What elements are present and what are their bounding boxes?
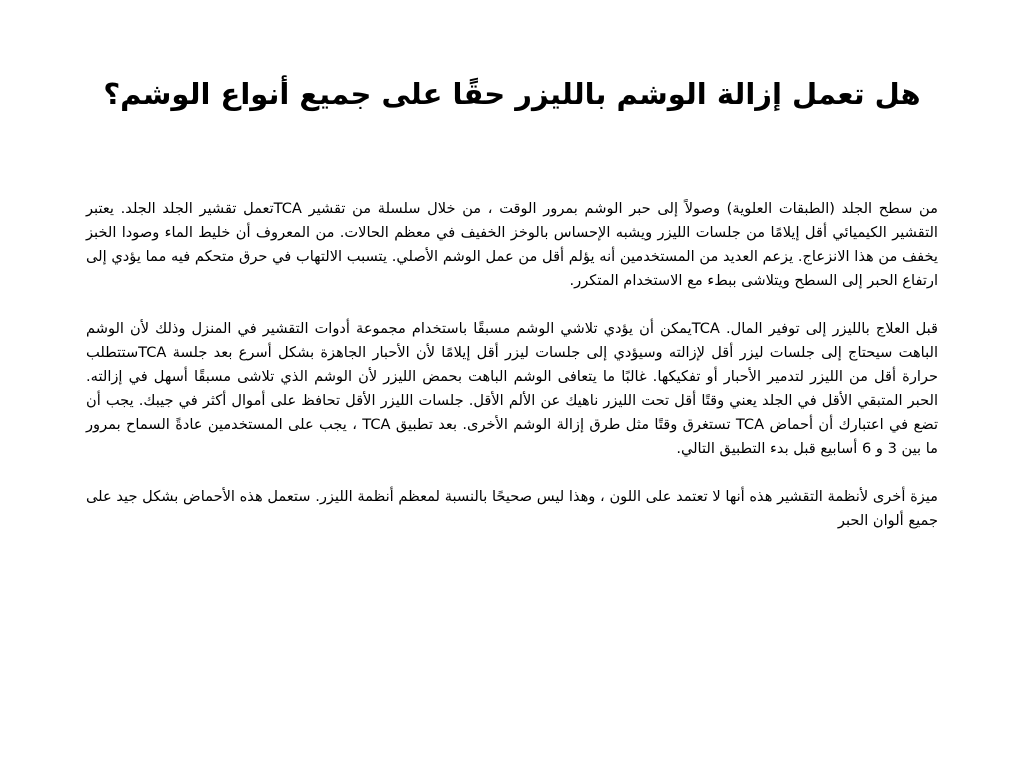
slide-title: هل تعمل إزالة الوشم بالليزر حقًا على جميع أنواع الوشم؟ [103, 77, 921, 111]
body-paragraph-3: ميزة أخرى لأنظمة التقشير هذه أنها لا تعتمد على اللون ، وهذا ليس صحيحًا بالنسبة لمعظم أنظمة الليزر. ستعمل هذه الأحماض بشكل جيد على جميع ألوان الحبر [86, 488, 938, 529]
body-paragraph-2: قبل العلاج بالليزر إلى توفير المال. TCAيمكن أن يؤدي تلاشي الوشم مسبقًا باستخدام مجموعة أدوات التقشير في المنزل وذلك لأن الوشم الباهت سيحتاج إلى جلسات ليزر أقل لإزالته وسيؤدي إلى جلسات ليزر أقل إيلامًا لأن الأحبار الجاهزة بشكل أسرع بعد جلسة TCAستتطلب حرارة أقل من الليزر لتدمير الأحبار أو تفكيكها. غالبًا ما يتعافى الوشم الباهت بحمض الليزر لأن الوشم الذي تلاشى مسبقًا أسهل في إزالته. الحبر المتبقي الأقل في الجلد يعني وقتًا أقل تحت الليزر ناهيك عن الألم الأقل. جلسات الليزر الأقل تحافظ على أموال أكثر في جيبك. يجب أن تضع في اعتبارك أن أحماض TCA تستغرق وقتًا مثل طرق إزالة الوشم الأخرى. بعد تطبيق TCA ، يجب على المستخدمين عادةً السماح بمرور ما بين 3 و 6 أسابيع قبل بدء التطبيق التالي. [86, 320, 939, 457]
body-paragraph-1: من سطح الجلد (الطبقات العلوية) وصولاً إلى حبر الوشم بمرور الوقت ، من خلال سلسلة من تقشير TCAتعمل تقشير الجلد الجلد. يعتبر التقشير الكيميائي أقل إيلامًا من جلسات الليزر ويشبه الإحساس بالوخز الخفيف في معظم الحالات. من المعروف أن خليط الماء وصودا الخبز يخفف من هذا الانزعاج. يزعم العديد من المستخدمين أنه يؤلم أقل من عمل الوشم الأصلي. يتسبب الالتهاب في حرق متحكم فيه مما يؤدي إلى ارتفاع الحبر إلى السطح ويتلاشى ببطء مع الاستخدام المتكرر. [86, 200, 938, 289]
slide-body [86, 197, 938, 533]
